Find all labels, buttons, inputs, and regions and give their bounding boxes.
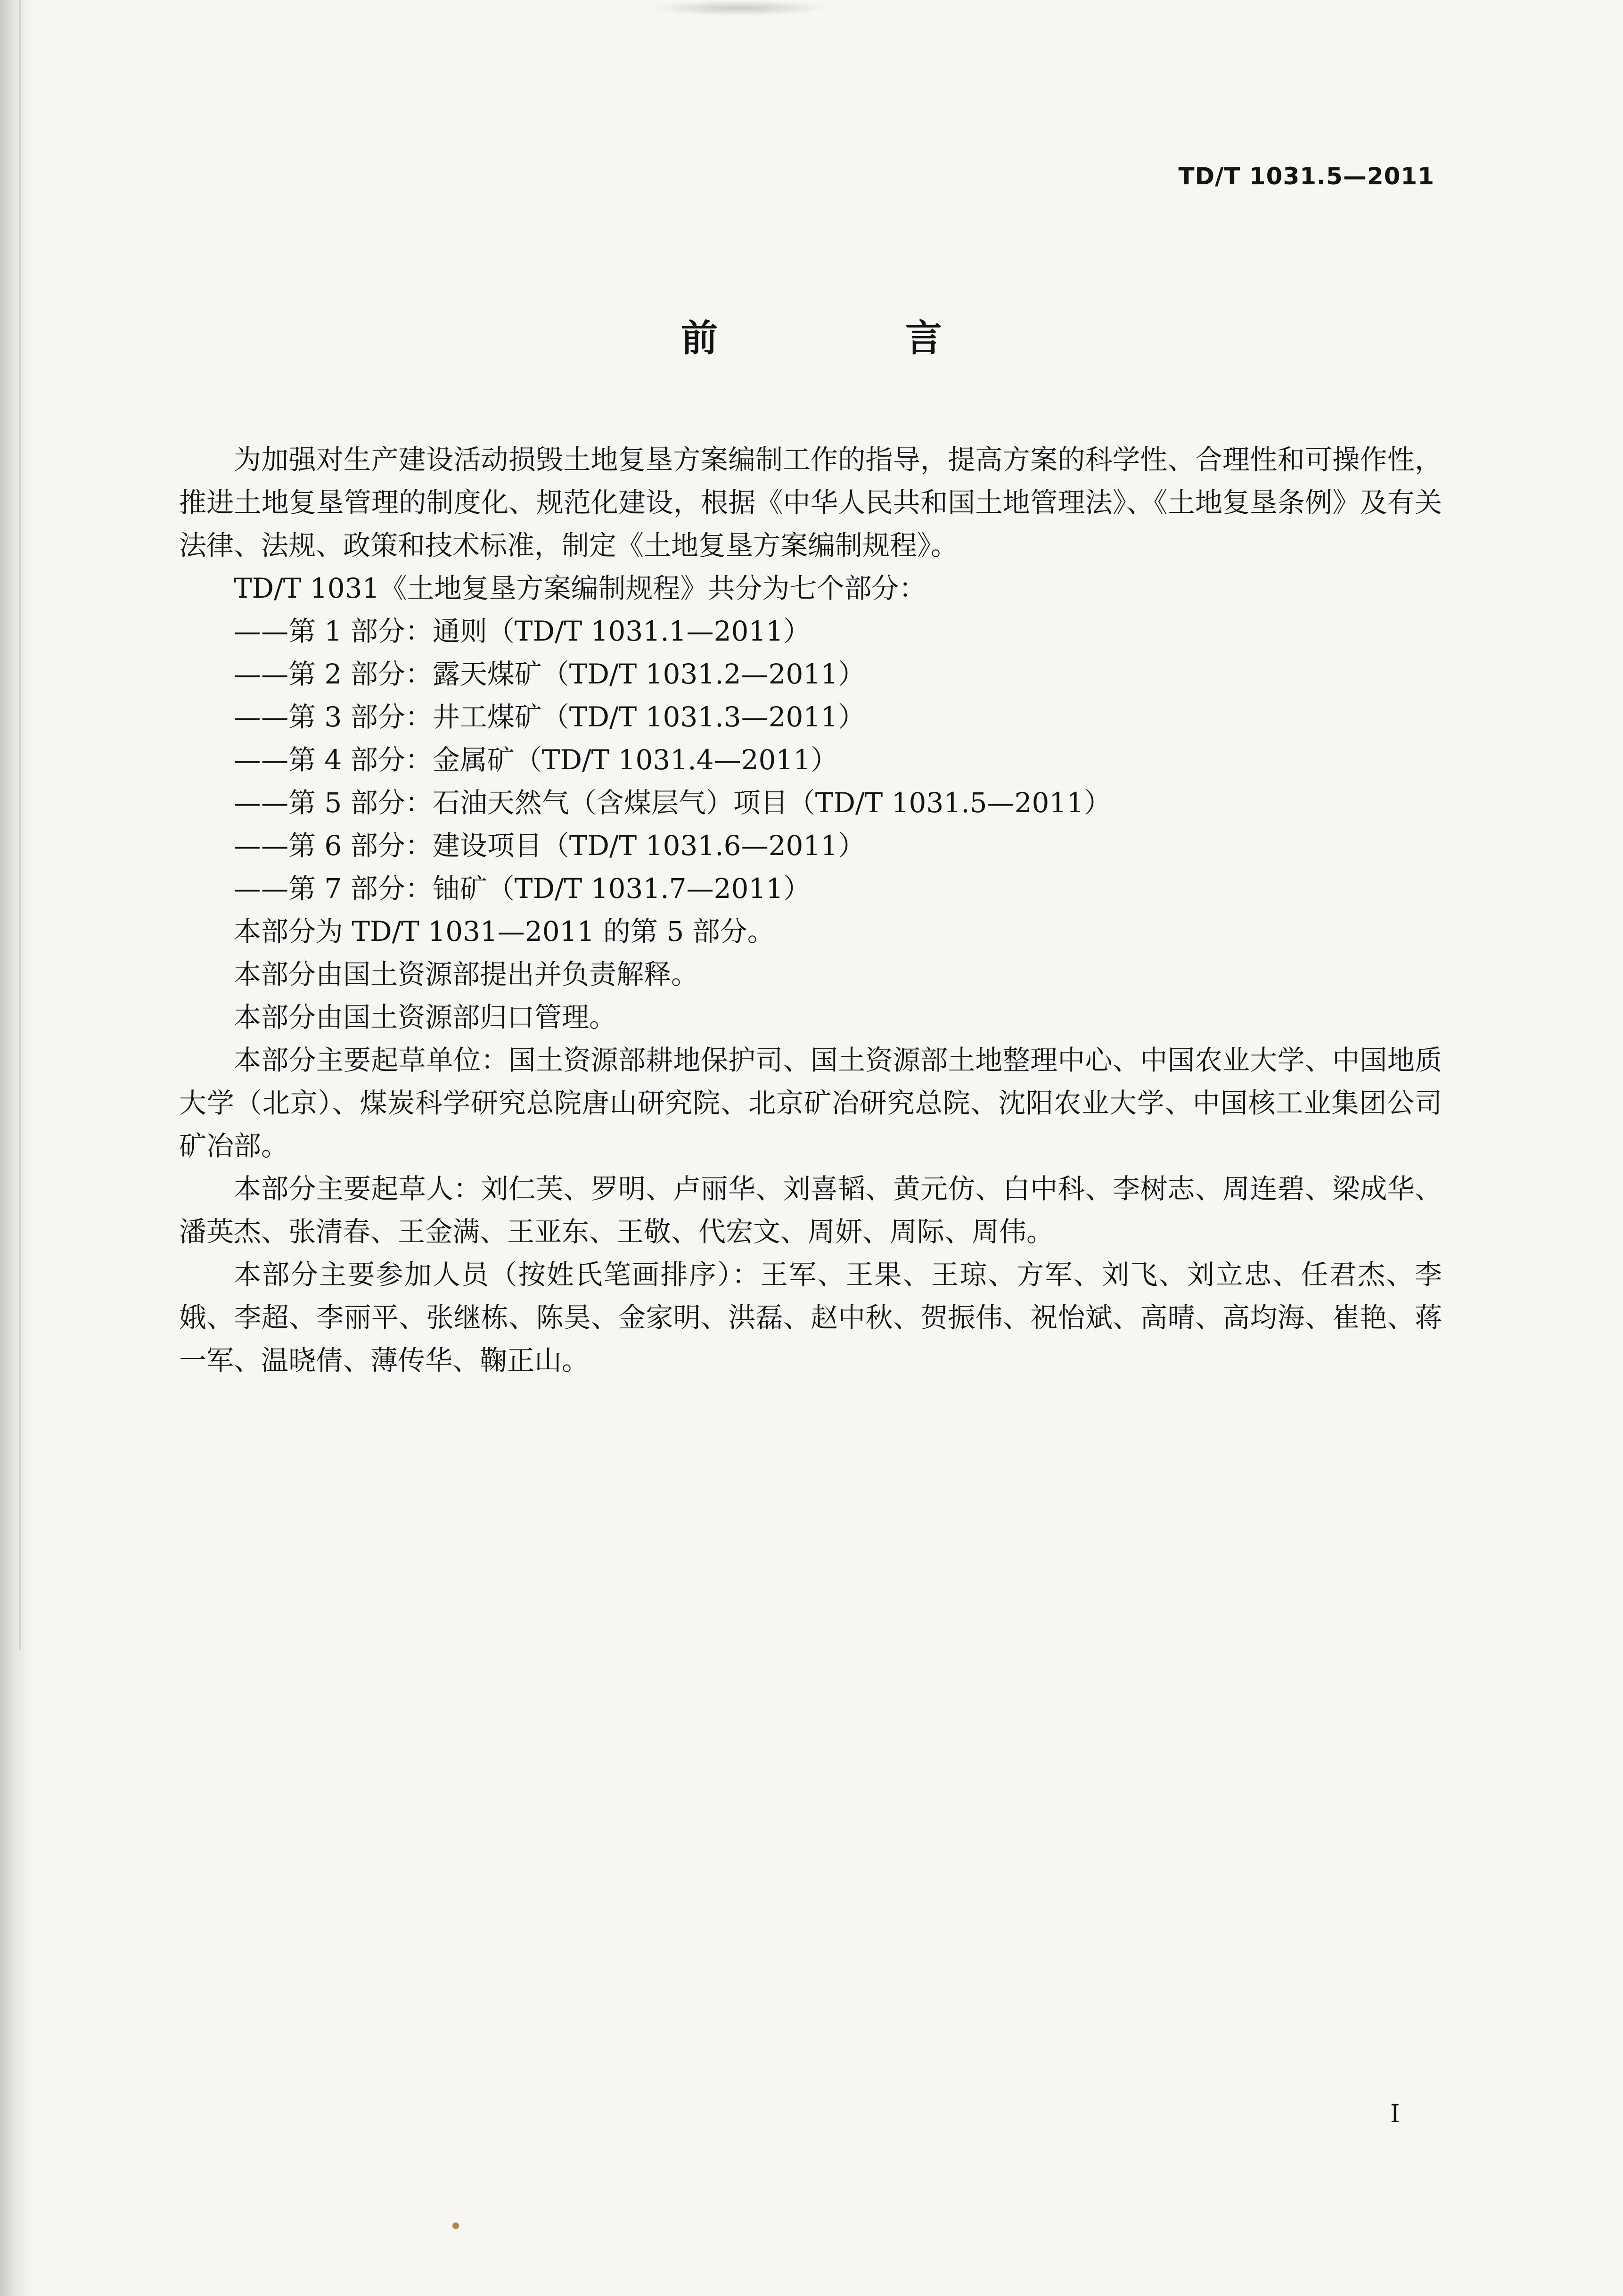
list-item: ——第 1 部分：通则（TD/T 1031.1—2011）: [234, 615, 811, 647]
drafting-units-paragraph: 本部分主要起草单位：国土资源部耕地保护司、国土资源部土地整理中心、中国农业大学、中国地质大学（北京）、煤炭科学研究总院唐山研究院、北京矿冶研究总院、沈阳农业大学、中国核工业集团公司矿冶部。: [179, 1044, 1442, 1162]
parts-list: [179, 610, 1442, 910]
participants-paragraph: 本部分主要参加人员（按姓氏笔画排序）：王军、王果、王琼、方军、刘飞、刘立忠、任君杰、李娥、李超、李丽平、张继栋、陈昊、金家明、洪磊、赵中秋、贺振伟、祝怡斌、高晴、高均海、崔艳、蒋一军、温晓倩、薄传华、鞠正山。: [179, 1259, 1442, 1376]
document-code: TD/T 1031.5—2011: [1178, 163, 1434, 190]
list-item: ——第 6 部分：建设项目（TD/T 1031.6—2011）: [234, 830, 866, 862]
list-item: ——第 4 部分：金属矿（TD/T 1031.4—2011）: [234, 744, 838, 776]
parts-intro: TD/T 1031《土地复垦方案编制规程》共分为七个部分：: [234, 572, 926, 604]
page-title: 前 言: [680, 317, 1017, 360]
statement-part: 本部分为 TD/T 1031—2011 的第 5 部分。: [234, 915, 775, 947]
intro-paragraph: 为加强对生产建设活动损毁土地复垦方案编制工作的指导，提高方案的科学性、合理性和可操作性，推进土地复垦管理的制度化、规范化建设，根据《中华人民共和国土地管理法》、《土地复垦条例》及有关法律、法规、政策和技术标准，制定《土地复垦方案编制规程》。: [179, 444, 1442, 561]
scan-smudge: [650, 0, 829, 16]
list-item: ——第 5 部分：石油天然气（含煤层气）项目（TD/T 1031.5—2011）: [234, 787, 1112, 819]
foreword-body: [179, 438, 1442, 1382]
list-item: ——第 2 部分：露天煤矿（TD/T 1031.2—2011）: [234, 658, 866, 690]
scan-fold-line: [19, 0, 21, 1650]
list-item: ——第 3 部分：井工煤矿（TD/T 1031.3—2011）: [234, 701, 866, 733]
drafters-paragraph: 本部分主要起草人：刘仁芙、罗明、卢丽华、刘喜韬、黄元仿、白中科、李树志、周连碧、梁成华、潘英杰、张清春、王金满、王亚东、王敬、代宏文、周妍、周际、周伟。: [179, 1173, 1442, 1248]
scan-ink-dot: [452, 2222, 459, 2229]
statement-proposed: 本部分由国土资源部提出并负责解释。: [234, 958, 699, 990]
statement-managed: 本部分由国土资源部归口管理。: [234, 1001, 617, 1033]
page-number: I: [1390, 2100, 1400, 2128]
list-item: ——第 7 部分：铀矿（TD/T 1031.7—2011）: [234, 872, 811, 905]
